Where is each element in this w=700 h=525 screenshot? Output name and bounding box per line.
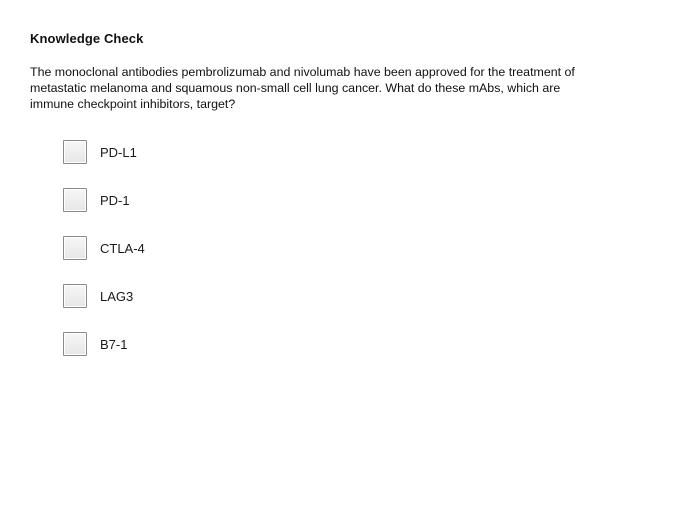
answer-checkbox[interactable]: [63, 236, 87, 260]
answer-label: LAG3: [100, 288, 134, 304]
answer-option-pd-l1[interactable]: [63, 138, 145, 166]
answer-checkbox[interactable]: [63, 140, 87, 164]
answer-label: PD-1: [100, 192, 130, 208]
answer-option-b7-1[interactable]: [63, 330, 145, 358]
answer-label: CTLA-4: [100, 240, 145, 256]
answer-option-lag3[interactable]: [63, 282, 145, 310]
page-title: Knowledge Check: [30, 31, 144, 46]
answer-label: B7-1: [100, 336, 128, 352]
answer-option-pd-1[interactable]: [63, 186, 145, 214]
answer-checkbox[interactable]: [63, 284, 87, 308]
question-text: The monoclonal antibodies pembrolizumab and nivolumab have been approved for the treatment of metastatic melanoma and squamous non-small cell lung cancer. What do these mAbs, which are immune checkpoint inhibitors, target?: [30, 65, 575, 111]
answer-option-ctla-4[interactable]: [63, 234, 145, 262]
answer-checkbox[interactable]: [63, 188, 87, 212]
answer-options: [63, 138, 145, 378]
answer-checkbox[interactable]: [63, 332, 87, 356]
answer-label: PD-L1: [100, 144, 137, 160]
